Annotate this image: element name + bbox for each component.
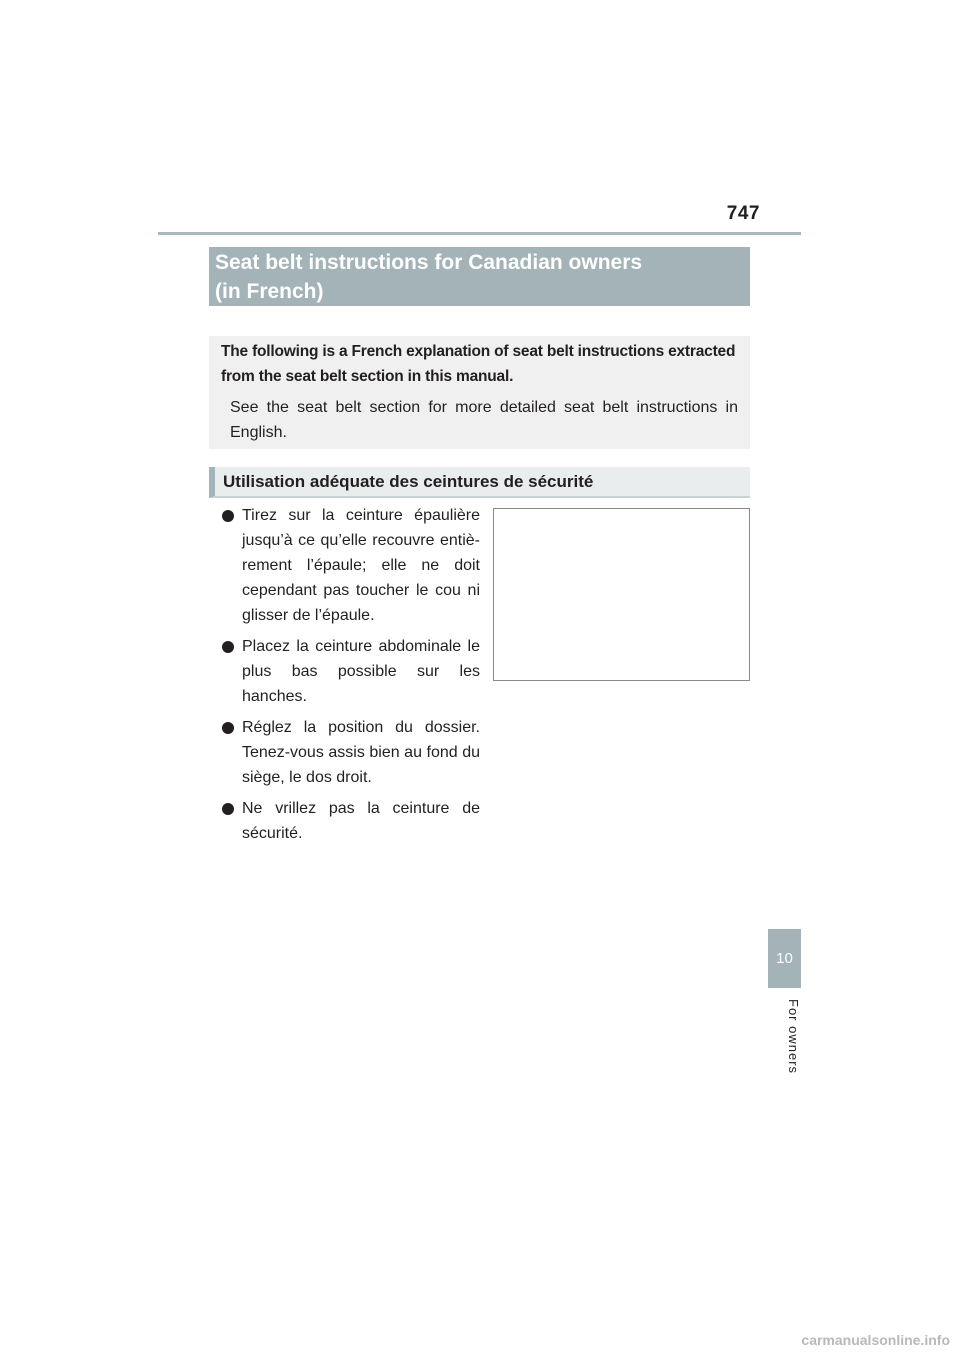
section-title	[209, 247, 750, 306]
page-number: 747	[726, 203, 760, 224]
list-item-text: Tirez sur la ceinture épaulière jusqu’à ce qu’elle recouvre entiè-rement l’épaule; elle ne doit cependant pas toucher le cou ni glisser de l’épaule.	[242, 507, 480, 624]
chapter-number: 10	[776, 950, 793, 967]
list-item-text: Ne vrillez pas la ceinture de sécurité.	[242, 800, 480, 842]
bullet-icon	[222, 803, 234, 815]
list-item	[222, 715, 480, 790]
list-item	[222, 634, 480, 709]
bullet-icon	[222, 722, 234, 734]
intro-text: The following is a French explanation of seat belt instructions extracted from the seat belt section in this manual.	[221, 343, 736, 385]
illustration-frame	[493, 508, 750, 681]
subsection-heading: Utilisation adéquate des ceintures de sécurité	[209, 467, 750, 498]
bullet-icon	[222, 641, 234, 653]
section-title-line-1: Seat belt instructions for Canadian owners	[215, 251, 643, 274]
bullet-icon	[222, 510, 234, 522]
list-item	[222, 503, 480, 628]
chapter-tab	[768, 929, 801, 988]
watermark: carmanualsonline.info	[801, 1332, 950, 1348]
intro-box	[209, 336, 750, 449]
bullet-list	[222, 503, 480, 852]
list-item-text: Réglez la position du dossier. Tenez-vous assis bien au fond du siège, le dos droit.	[242, 719, 480, 786]
chapter-label: For owners	[786, 999, 801, 1075]
section-title-line-2: (in French)	[215, 280, 324, 303]
header-rule	[158, 232, 801, 235]
list-item	[222, 796, 480, 846]
list-item-text: Placez la ceinture abdominale le plus bas possible sur les hanches.	[242, 638, 480, 705]
intro-note: See the seat belt section for more detailed seat belt instructions in English.	[230, 399, 738, 441]
